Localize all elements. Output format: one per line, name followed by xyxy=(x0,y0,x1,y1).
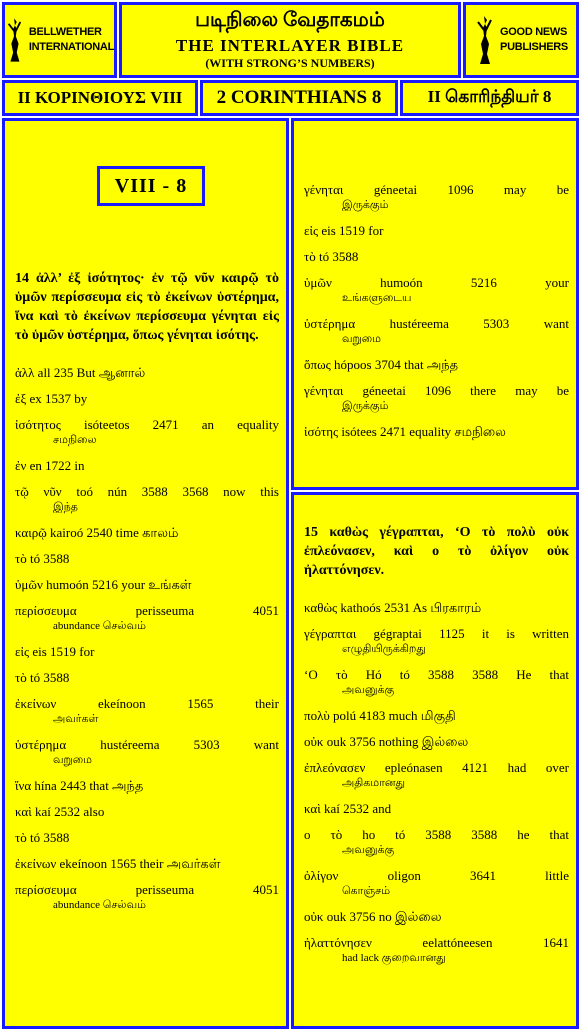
word-entry-main: ἐν en 1722 in xyxy=(15,458,85,473)
word-entry-main: τὸ tó 3588 xyxy=(15,670,70,685)
torch-bearer-icon xyxy=(474,14,496,66)
word-entry xyxy=(304,599,569,616)
word-entry-translation: அவனுக்கு xyxy=(342,684,395,696)
verse-14-text: 14 ἀλλ’ ἐξ ἰσότητος· ἐν τῷ νῦν καιρῷ τὸ ὑμῶν περίσσευμα εἰς τὸ ἐκείνων ὑστέρημα, ἵνα καὶ τὸ ἐκείνων περίσσευμα γένηται εἰς τὸ ὑμῶν ὑστέρημα, ὅπως γένηται ἰσότης. xyxy=(15,271,279,343)
word-entry xyxy=(304,382,569,414)
word-entry-main: τὸ tó 3588 xyxy=(15,551,70,566)
word-entry-main: ἀλλ all 235 But ஆனால் xyxy=(15,365,146,380)
word-entry xyxy=(15,390,279,407)
verse-14-word-list xyxy=(15,364,279,913)
word-entry-main: ἐξ ex 1537 by xyxy=(15,391,88,406)
word-entry-main: ὑμῶν humoón 5216 your உங்கள் xyxy=(15,577,192,592)
word-entry-main: περίσσευμα perisseuma 4051 xyxy=(15,882,279,897)
word-entry xyxy=(304,759,569,791)
word-entry xyxy=(304,826,569,858)
word-entry-main: γένηται géneetai 1096 there may be xyxy=(304,383,569,398)
word-entry-translation: கொஞ்சம் xyxy=(342,885,391,897)
word-entry xyxy=(304,908,569,925)
word-entry-translation: வறுமை xyxy=(53,754,92,766)
word-entry-translation: abundance செல்வம் xyxy=(53,620,146,632)
logo-right-line2: PUBLISHERS xyxy=(500,41,568,53)
word-entry-main: καὶ kaí 2532 also xyxy=(15,804,105,819)
right-top-column xyxy=(291,118,579,490)
tamil-title: படிநிலை வேதாகமம் xyxy=(195,9,385,31)
bellwether-logo xyxy=(2,2,117,78)
word-entry xyxy=(304,248,569,265)
verse-14-word-list-continued xyxy=(304,181,569,440)
word-entry-translation: had lack குறைவானது xyxy=(342,952,446,964)
word-entry-main: ἰσότης isótees 2471 equality சமநிலை xyxy=(304,424,506,439)
book-title-tamil: II கொரிந்தியர் 8 xyxy=(400,80,579,116)
word-entry-translation: வறுமை xyxy=(342,333,381,345)
word-entry-main: ἠλαττόνησεν eelattóneesen 1641 xyxy=(304,935,569,950)
word-entry-main: τὸ tó 3588 xyxy=(304,249,359,264)
left-column xyxy=(2,118,289,1029)
word-entry-main: καὶ kaí 2532 and xyxy=(304,801,392,816)
word-entry-main: γέγραπται gégraptai 1125 it is written xyxy=(304,626,569,641)
torch-bearer-icon xyxy=(5,14,25,66)
word-entry xyxy=(304,800,569,817)
book-title-english: 2 CORINTHIANS 8 xyxy=(200,80,398,116)
word-entry-main: οὐκ ouk 3756 nothing இல்லை xyxy=(304,734,469,749)
word-entry xyxy=(304,356,569,373)
word-entry-main: ὀλίγον oligon 3641 little xyxy=(304,868,569,883)
word-entry xyxy=(15,777,279,794)
verse-15-word-list xyxy=(304,599,569,966)
word-entry-main: εἰς eis 1519 for xyxy=(304,223,384,238)
word-entry-translation: இருக்கும் xyxy=(342,199,389,211)
word-entry xyxy=(304,934,569,966)
word-entry-translation: சமநிலை xyxy=(53,434,97,446)
word-entry-main: γένηται géneetai 1096 may be xyxy=(304,182,569,197)
right-bottom-column xyxy=(291,492,579,1029)
word-entry-main: ἐκείνων ekeínoon 1565 their அவர்கள் xyxy=(15,856,221,871)
word-entry xyxy=(304,181,569,213)
word-entry xyxy=(15,736,279,768)
word-entry xyxy=(304,315,569,347)
logo-right-line1: GOOD NEWS xyxy=(500,26,568,38)
word-entry xyxy=(304,423,569,440)
word-entry-translation: உங்களுடைய xyxy=(342,292,412,304)
word-entry-main: εἰς eis 1519 for xyxy=(15,644,95,659)
word-entry-main: ο τὸ ho tó 3588 3588 he that xyxy=(304,827,569,842)
word-entry xyxy=(304,666,569,698)
word-entry xyxy=(304,625,569,657)
word-entry-translation: இந்த xyxy=(53,501,78,513)
word-entry xyxy=(15,416,279,448)
word-entry-main: ἵνα hína 2443 that அந்த xyxy=(15,778,144,793)
word-entry xyxy=(15,602,279,634)
word-entry-main: καιρῷ kairoó 2540 time காலம் xyxy=(15,525,179,540)
good-news-logo xyxy=(463,2,579,78)
english-title: THE INTERLAYER BIBLE xyxy=(175,36,405,55)
word-entry xyxy=(15,881,279,913)
word-entry xyxy=(15,524,279,541)
word-entry xyxy=(15,457,279,474)
logo-left-line1: BELLWETHER xyxy=(28,26,102,38)
word-entry xyxy=(304,867,569,899)
word-entry xyxy=(15,829,279,846)
word-entry xyxy=(304,733,569,750)
word-entry xyxy=(15,576,279,593)
word-entry-main: ὅπως hópoos 3704 that அந்த xyxy=(304,357,459,372)
word-entry-main: ἰσότητος isóteetos 2471 an equality xyxy=(15,417,279,432)
chapter-label: VIII - 8 xyxy=(97,166,205,206)
word-entry-main: καθὼς kathoós 2531 As பிரகாரம் xyxy=(304,600,482,615)
word-entry-translation: அவர்கள் xyxy=(53,713,99,725)
word-entry xyxy=(15,550,279,567)
word-entry xyxy=(304,274,569,306)
subtitle: (WITH STRONG’S NUMBERS) xyxy=(205,56,375,70)
word-entry xyxy=(15,803,279,820)
title-box xyxy=(119,2,461,78)
word-entry xyxy=(304,222,569,239)
word-entry-main: ὑμῶν humoón 5216 your xyxy=(304,275,569,290)
word-entry-main: ἐπλεόνασεν epleónasen 4121 had over xyxy=(304,760,569,775)
word-entry-main: ὑστέρημα hustéreema 5303 want xyxy=(304,316,569,331)
word-entry xyxy=(15,483,279,515)
logo-left-line2: INTERNATIONAL xyxy=(28,41,114,53)
book-title-greek: II ΚΟΡΙΝΘΙΟΥΣ VIII xyxy=(2,80,198,116)
word-entry-main: ‘Ο τὸ Hó tó 3588 3588 He that xyxy=(304,667,569,682)
word-entry-main: ἐκείνων ekeínoon 1565 their xyxy=(15,696,279,711)
verse-15-text: 15 καθὼς γέγραπται, ‘Ο τὸ πολὺ οὐκ ἐπλεόνασεν, καὶ ο τὸ ὀλίγον οὐκ ἠλαττόνησεν. xyxy=(304,525,569,578)
word-entry xyxy=(15,643,279,660)
word-entry xyxy=(304,707,569,724)
word-entry-main: τῷ νῦν toó nún 3588 3568 now this xyxy=(15,484,279,499)
word-entry xyxy=(15,855,279,872)
word-entry xyxy=(15,695,279,727)
word-entry-main: πολὺ polú 4183 much மிகுதி xyxy=(304,708,456,723)
word-entry-main: οὐκ ouk 3756 no இல்லை xyxy=(304,909,442,924)
word-entry-main: ὑστέρημα hustéreema 5303 want xyxy=(15,737,279,752)
word-entry xyxy=(15,364,279,381)
word-entry-translation: இருக்கும் xyxy=(342,400,389,412)
word-entry-main: περίσσευμα perisseuma 4051 xyxy=(15,603,279,618)
word-entry-translation: abundance செல்வம் xyxy=(53,899,146,911)
word-entry xyxy=(15,669,279,686)
word-entry-main: τὸ tó 3588 xyxy=(15,830,70,845)
word-entry-translation: எழுதியிருக்கிறது xyxy=(342,643,426,655)
word-entry-translation: அவனுக்கு xyxy=(342,844,395,856)
word-entry-translation: அதிகமானது xyxy=(342,777,406,789)
